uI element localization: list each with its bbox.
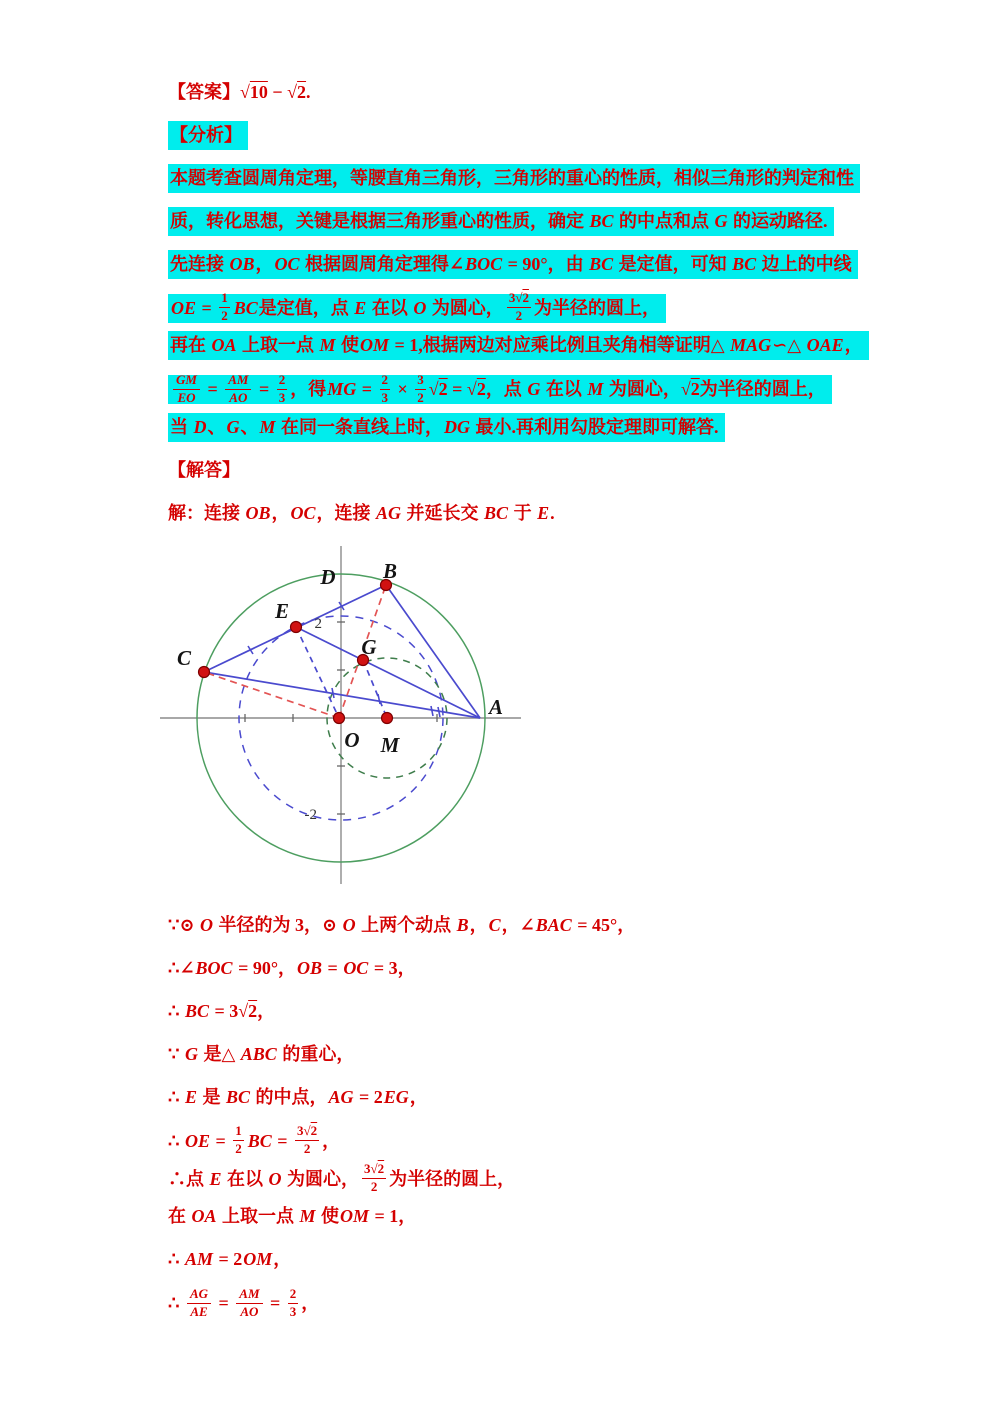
math-variable: AO: [229, 389, 248, 405]
fraction: $\frac{2}{3}$: [289, 1285, 297, 1319]
sqrt-expression: √2: [466, 379, 486, 400]
math-variable: AG: [328, 1086, 354, 1107]
math-variable: M: [319, 335, 336, 356]
figure-container: [158, 542, 868, 899]
point-label-A: A: [488, 694, 504, 719]
math-variable: G: [226, 416, 240, 437]
solution-step-line: ∴ $\frac{AG}{AE}$ = $\frac{AM}{AO}$ = $\frac{2}{3}$ ，: [168, 1285, 320, 1319]
analysis-line: 质，转化思想，关键是根据三角形重心的性质，确定 BC 的中点和点 G 的运动路径.: [168, 207, 868, 235]
point-dot-O: [334, 712, 345, 723]
math-variable: ABC: [240, 1043, 277, 1064]
solution-intro: [168, 499, 868, 527]
point-label-D: D: [320, 564, 336, 589]
math-variable: E: [184, 1086, 197, 1107]
math-variable: AM: [184, 1249, 213, 1270]
fraction: [236, 1287, 262, 1320]
math-variable: EO: [177, 389, 196, 405]
analysis-line: OE = $\frac{1}{2}$ BC是定值，点 E 在以 O 为圆心， $\frac{3√2}{2}$ 为半径的圆上，: [168, 293, 868, 326]
solution-step-line: ∴∠BOC = 90°，OB = OC = 3，: [168, 957, 416, 978]
document-content: [168, 78, 868, 1327]
math-variable: MG: [327, 379, 357, 400]
axis-label-2: 2: [314, 615, 322, 632]
math-variable: BC: [233, 298, 258, 318]
point-dot-M: [382, 712, 393, 723]
math-variable: OA: [211, 335, 237, 356]
segment-EO: [296, 627, 339, 718]
solution-intro-line: 解：连接 OB，OC，连接 AG 并延长交 BC 于 E.: [168, 502, 555, 523]
point-label-E: E: [274, 598, 290, 623]
math-variable: G: [714, 211, 728, 231]
math-variable: G: [184, 1043, 198, 1064]
analysis-line: 当 D、G、M 在同一条直线上时，DG 最小.再利用勾股定理即可解答.: [168, 413, 868, 441]
math-variable: E: [537, 502, 550, 523]
solution-step-line: ∴ OE = $\frac{1}{2}$ BC = $\frac{3√2}{2}$ ，: [168, 1123, 341, 1156]
math-variable: AM: [228, 371, 249, 387]
solution-step-line: ∵ G 是△ ABC 的重心，: [168, 1043, 355, 1064]
point-label-G: G: [361, 634, 377, 659]
math-variable: BOC: [195, 957, 233, 978]
sqrt-expression: √10: [240, 82, 268, 102]
math-variable: BC: [184, 1000, 209, 1021]
math-variable: AG: [189, 1285, 209, 1301]
math-variable: OB: [245, 502, 271, 523]
math-variable: EG: [383, 1086, 409, 1107]
math-variable: OM: [243, 1249, 273, 1270]
math-variable: BC: [247, 1130, 272, 1151]
sqrt-expression: √2: [287, 82, 307, 102]
point-label-C: C: [176, 645, 192, 670]
math-variable: G: [527, 379, 541, 400]
math-variable: BC: [225, 1086, 250, 1107]
sqrt-expression: √2: [238, 1000, 258, 1021]
math-variable: BAC: [535, 914, 572, 935]
solution-step-line: ∴点 E 在以 O 为圆心， $\frac{3√2}{2}$ 为半径的圆上，: [168, 1161, 516, 1195]
fraction: [225, 373, 251, 406]
analysis-line: 再在 OA 上取一点 M 使OM = 1,根据两边对应乘比例且夹角相等证明△ MAG∽△ OAE，: [168, 331, 868, 359]
math-variable: OE: [171, 298, 197, 318]
congruence-mark: [431, 706, 433, 716]
math-variable: OE: [184, 1130, 210, 1151]
math-variable: BC: [589, 211, 614, 231]
math-variable: BC: [589, 254, 614, 274]
fraction: $\frac{3√2}{2}$: [297, 1123, 318, 1156]
math-variable: O: [342, 914, 356, 935]
sqrt-expression: √2: [680, 379, 700, 400]
solution-steps: [168, 911, 868, 1322]
math-variable: OM: [340, 1206, 370, 1227]
math-variable: BC: [732, 254, 757, 274]
point-dot-C: [199, 666, 210, 677]
analysis-tag: [168, 121, 868, 149]
fraction: $\frac{3√2}{2}$: [508, 290, 529, 324]
solution-step-line: 在 OA 上取一点 M 使OM = 1，: [168, 1206, 417, 1227]
point-label-B: B: [382, 558, 398, 583]
congruence-mark: [438, 707, 440, 717]
analysis-tag-label: 【分析】: [168, 121, 248, 150]
solution-step-line: ∴ AM = 2OM，: [168, 1249, 292, 1270]
math-variable: BOC: [465, 254, 503, 274]
congruence-mark: [332, 688, 334, 698]
analysis-line: $\frac{GM}{EO}$ = $\frac{AM}{AO}$ = $\frac{2}{3}$ ，得MG = $\frac{2}{3}$ × $\frac{3}{2}$ √2 = √2，点 G 在以 M 为圆心，√2为半径的圆上，: [168, 374, 868, 407]
math-variable: B: [456, 914, 469, 935]
point-label-O: O: [344, 727, 360, 752]
math-variable: O: [413, 298, 427, 318]
math-variable: OB: [229, 254, 255, 274]
math-variable: O: [200, 914, 214, 935]
math-variable: E: [354, 298, 367, 318]
analysis-paragraph: [168, 164, 868, 441]
solution-step-line: ∵⊙ O 半径的为 3，⊙ O 上两个动点 B，C，∠BAC = 45°，: [168, 914, 636, 935]
math-variable: OB: [297, 957, 323, 978]
math-variable: OAE: [806, 335, 844, 356]
answer-line: [168, 78, 868, 106]
math-variable: AG: [376, 502, 402, 523]
math-variable: M: [587, 379, 604, 400]
congruence-mark: [378, 694, 380, 704]
sqrt-expression: √2: [370, 1161, 385, 1177]
math-variable: MAG: [730, 335, 772, 356]
segment-AE: [296, 627, 480, 718]
fraction: $\frac{1}{2}$: [221, 290, 228, 324]
fraction: $\frac{3√2}{2}$: [364, 1161, 385, 1195]
math-variable: E: [209, 1168, 222, 1189]
math-variable: OC: [274, 254, 300, 274]
math-variable: O: [268, 1168, 282, 1189]
sqrt-expression: √2: [303, 1123, 318, 1139]
math-variable: BC: [484, 502, 509, 523]
segment-GM: [363, 660, 387, 718]
solution-tag: [168, 456, 868, 484]
solution-step-line: ∴ E 是 BC 的中点，AG = 2EG，: [168, 1086, 428, 1107]
math-variable: OA: [191, 1206, 217, 1227]
fraction: $\frac{1}{2}$: [235, 1123, 242, 1156]
math-variable: D: [193, 416, 207, 437]
math-variable: OM: [360, 335, 390, 356]
math-variable: GM: [176, 371, 197, 387]
math-variable: OC: [290, 502, 316, 523]
sqrt-expression: √2: [515, 290, 529, 306]
math-variable: M: [299, 1206, 316, 1227]
sqrt-expression: √2: [428, 379, 448, 400]
point-dot-E: [291, 621, 302, 632]
answer-text: 【答案】√10 − √2.: [168, 82, 311, 102]
axis-label--2: -2: [304, 806, 317, 823]
fraction: $\frac{3}{2}$: [417, 371, 424, 405]
segment-OC: [204, 672, 339, 718]
math-variable: AO: [240, 1303, 259, 1319]
analysis-line: 本题考查圆周角定理，等腰直角三角形，三角形的重心的性质，相似三角形的判定和性: [168, 164, 868, 192]
analysis-line: 先连接 OB，OC 根据圆周角定理得∠BOC = 90°，由 BC 是定值，可知 BC 边上的中线: [168, 250, 868, 278]
math-variable: M: [259, 416, 276, 437]
fraction: [173, 373, 200, 406]
point-label-M: M: [380, 732, 400, 757]
segment-AB: [386, 585, 480, 718]
solution-step-line: ∴ BC = 3√2，: [168, 1000, 276, 1021]
solution-tag-label: 【解答】: [168, 459, 240, 480]
fraction: $\frac{2}{3}$: [278, 371, 286, 405]
math-variable: C: [488, 914, 501, 935]
fraction: [187, 1287, 211, 1320]
math-variable: DG: [444, 416, 471, 437]
fraction: $\frac{2}{3}$: [381, 371, 388, 405]
geometry-figure: [158, 542, 530, 894]
math-variable: AE: [190, 1303, 208, 1319]
math-variable: AM: [239, 1285, 260, 1301]
math-variable: OC: [343, 957, 369, 978]
